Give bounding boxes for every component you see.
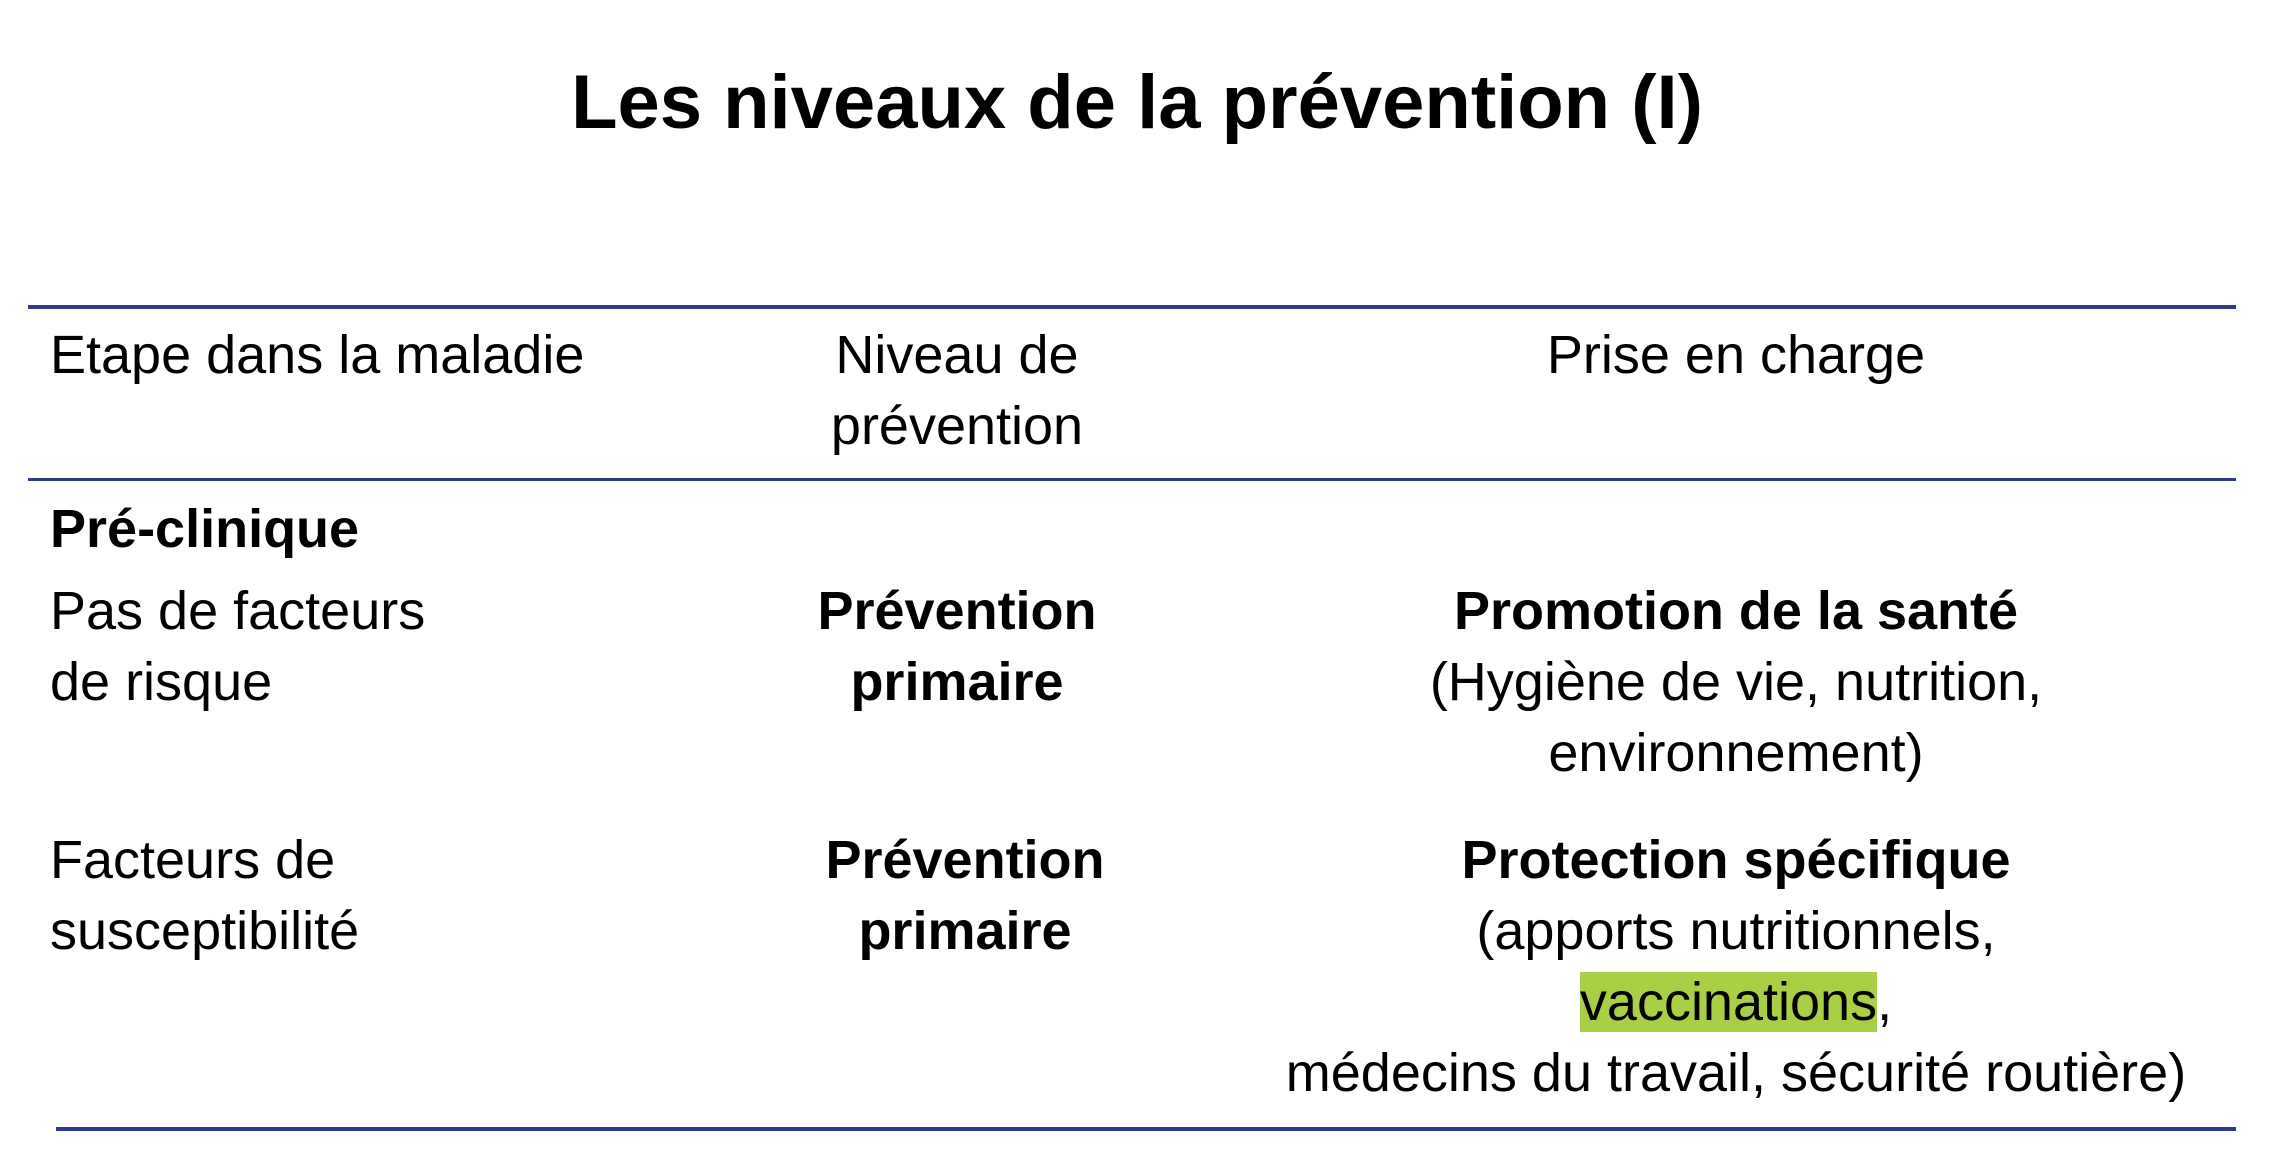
row1-level-line1: Prévention [817, 581, 1097, 641]
section-label: Pré-clinique [50, 499, 360, 559]
header-divider-rule [28, 478, 2236, 481]
row2-care-title: Protection spécifique [1461, 830, 2011, 890]
row2-care-line3: médecins du travail, sécurité routière) [1285, 1043, 2187, 1103]
row2-care-line2 [1223, 967, 2249, 1038]
row1-stage [50, 576, 425, 718]
row2-care [1223, 825, 2249, 1109]
header-level-line2: prévention [830, 396, 1084, 456]
row1-stage-line2: de risque [50, 652, 273, 712]
table-top-rule [28, 305, 2236, 309]
row2-stage-line1: Facteurs de [50, 830, 336, 890]
table-bottom-rule [56, 1127, 2236, 1131]
row1-stage-line1: Pas de facteurs [50, 581, 426, 641]
vaccinations-highlight: vaccinations [1579, 972, 1878, 1032]
header-level-line1: Niveau de [835, 325, 1079, 385]
vaccinations-comma: , [1877, 972, 1893, 1032]
header-level [757, 320, 1157, 462]
row2-level-line1: Prévention [825, 830, 1105, 890]
row1-level-line2: primaire [850, 652, 1064, 712]
header-care: Prise en charge [1546, 325, 1926, 385]
row1-care-title: Promotion de la santé [1453, 581, 2019, 641]
header-stage: Etape dans la maladie [50, 325, 585, 385]
row1-care-line2: environnement) [1548, 723, 1924, 783]
row2-stage [50, 825, 359, 967]
row1-level [757, 576, 1157, 718]
row2-care-line1: (apports nutritionnels, [1476, 901, 1996, 961]
row1-care-line1: (Hygiène de vie, nutrition, [1429, 652, 2043, 712]
row1-care [1336, 576, 2136, 789]
row2-level [765, 825, 1165, 967]
row2-level-line2: primaire [858, 901, 1072, 961]
row2-stage-line2: susceptibilité [50, 901, 360, 961]
page-title: Les niveaux de la prévention (I) [571, 60, 1703, 145]
